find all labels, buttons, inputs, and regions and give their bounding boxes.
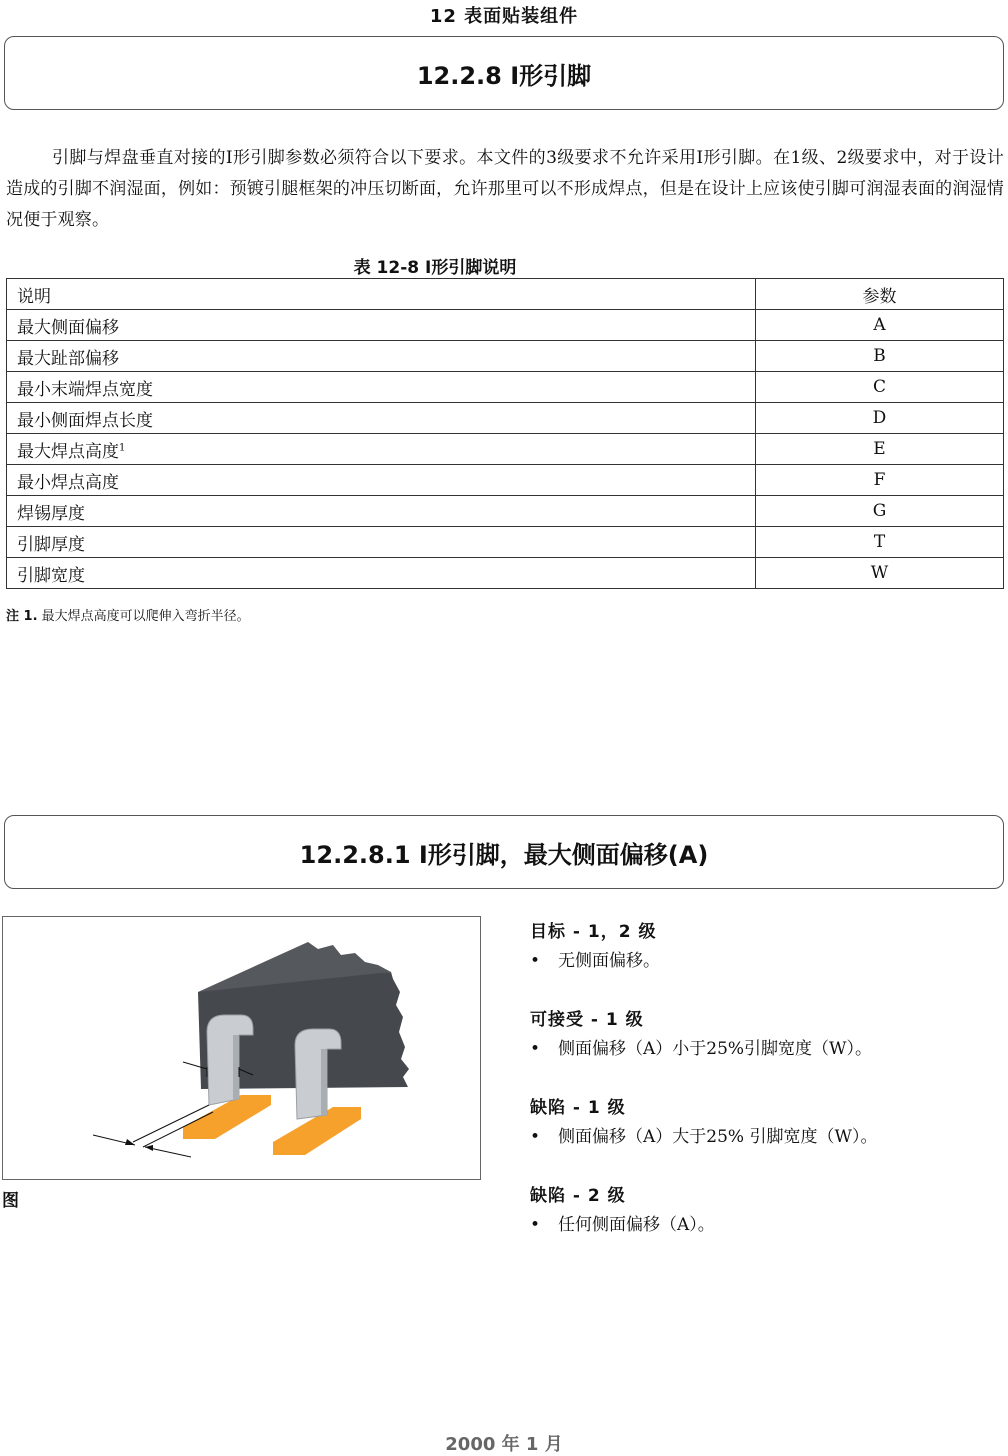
- description-text: 引脚厚度: [17, 534, 85, 555]
- criteria-block: [530, 1006, 1000, 1064]
- row-description: [7, 434, 756, 465]
- row-description: [7, 372, 756, 403]
- parameter-table: [6, 278, 1004, 589]
- table-header-row: [7, 279, 1004, 310]
- criteria-heading: 可接受 - 1 级: [530, 1010, 644, 1030]
- table-row: [7, 341, 1004, 372]
- table-title: 表 12-8 I形引脚说明: [353, 258, 517, 278]
- lead-left-shade: [233, 1035, 239, 1100]
- table-note: [6, 605, 250, 624]
- bullet-icon: •: [530, 951, 541, 971]
- table-row: [7, 558, 1004, 589]
- row-description: [7, 310, 756, 341]
- description-text: 最大侧面偏移: [17, 317, 119, 338]
- row-parameter: D: [756, 403, 1004, 434]
- description-text: 最大焊点高度: [17, 441, 119, 462]
- bullet-icon: •: [530, 1127, 541, 1147]
- row-description: [7, 527, 756, 558]
- criteria-block: [530, 918, 1000, 976]
- description-text: 最小侧面焊点长度: [17, 410, 153, 431]
- row-parameter: B: [756, 341, 1004, 372]
- table-body: [7, 310, 1004, 589]
- table-row: [7, 310, 1004, 341]
- row-description: [7, 341, 756, 372]
- criteria-item: [530, 1122, 1000, 1152]
- bullet-icon: •: [530, 1039, 541, 1059]
- header-description: 说明: [7, 279, 756, 310]
- row-parameter: F: [756, 465, 1004, 496]
- acceptance-criteria: [530, 918, 1000, 1270]
- description-text: 最大趾部偏移: [17, 348, 119, 369]
- description-text: 最小末端焊点宽度: [17, 379, 153, 400]
- criteria-block: [530, 1094, 1000, 1152]
- row-parameter: C: [756, 372, 1004, 403]
- criteria-block: [530, 1182, 1000, 1240]
- criteria-heading: 缺陷 - 1 级: [530, 1098, 626, 1118]
- table-row: [7, 434, 1004, 465]
- row-description: [7, 465, 756, 496]
- criteria-heading: 缺陷 - 2 级: [530, 1186, 626, 1206]
- subsection-title: 12.2.8.1 I形引脚，最大侧面偏移(A): [4, 815, 1004, 889]
- figure-label: 图: [2, 1191, 19, 1211]
- criteria-heading: 目标 - 1，2 级: [530, 922, 657, 942]
- figure-illustration: [2, 916, 481, 1180]
- lead-right-shade: [321, 1049, 327, 1116]
- description-text: 最小焊点高度: [17, 472, 119, 493]
- table-row: [7, 496, 1004, 527]
- row-description: [7, 558, 756, 589]
- criteria-item: [530, 1210, 1000, 1240]
- criteria-text: 侧面偏移（A）小于25%引脚宽度（W）。: [558, 1039, 873, 1059]
- bullet-icon: •: [530, 1215, 541, 1235]
- description-text: 焊锡厚度: [17, 503, 85, 524]
- header-parameter: 参数: [756, 279, 1004, 310]
- description-text: 引脚宽度: [17, 565, 85, 586]
- table-row: [7, 527, 1004, 558]
- row-parameter: A: [756, 310, 1004, 341]
- row-description: [7, 403, 756, 434]
- note-label: 注 1.: [6, 609, 38, 624]
- criteria-text: 无侧面偏移。: [558, 951, 660, 971]
- row-parameter: W: [756, 558, 1004, 589]
- row-parameter: E: [756, 434, 1004, 465]
- i-lead-side-offset-diagram: [3, 917, 480, 1179]
- table-row: [7, 403, 1004, 434]
- note-text: 最大焊点高度可以爬伸入弯折半径。: [41, 609, 250, 624]
- criteria-item: [530, 1034, 1000, 1064]
- table-row: [7, 465, 1004, 496]
- criteria-text: 侧面偏移（A）大于25% 引脚宽度（W）。: [558, 1127, 878, 1147]
- criteria-text: 任何侧面偏移（A）。: [558, 1215, 715, 1235]
- row-description: [7, 496, 756, 527]
- criteria-item: [530, 946, 1000, 976]
- footnote-marker: 1: [119, 441, 126, 453]
- page-footer: 2000 年 1 月: [445, 1434, 563, 1455]
- intro-paragraph: 引脚与焊盘垂直对接的I形引脚参数必须符合以下要求。本文件的3级要求不允许采用I形引脚。在1级、2级要求中，对于设计造成的引脚不润湿面，例如：预镀引腿框架的冲压切断面，允许那里可以不形成焊点，但是在设计上应该使引脚可润湿表面的润湿情况便于观察。: [6, 148, 1004, 230]
- section-title: 12.2.8 I形引脚: [4, 36, 1004, 110]
- table-row: [7, 372, 1004, 403]
- row-parameter: T: [756, 527, 1004, 558]
- running-head: 12 表面贴装组件: [429, 6, 579, 27]
- row-parameter: G: [756, 496, 1004, 527]
